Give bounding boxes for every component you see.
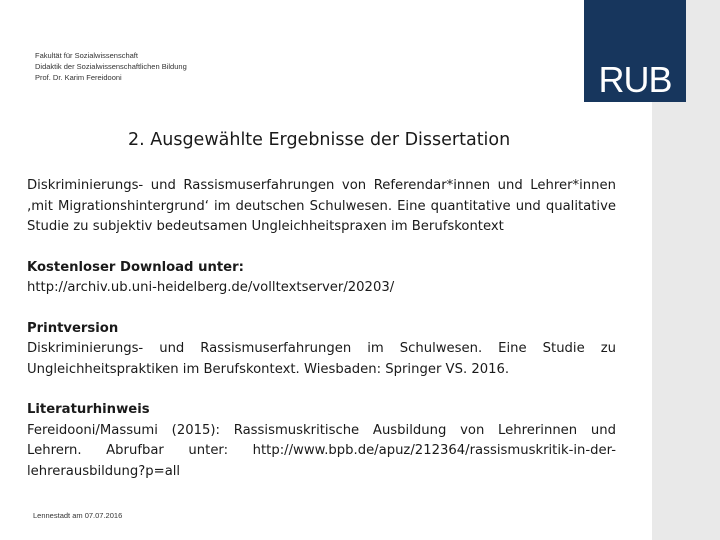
chair-line: Didaktik der Sozialwissenschaftlichen Bildung bbox=[35, 62, 187, 71]
slide-title: 2. Ausgewählte Ergebnisse der Dissertation bbox=[128, 130, 511, 150]
literature-text: Fereidooni/Massumi (2015): Rassismuskritische Ausbildung von Lehrerinnen und Lehrern. Abrufbar unter: http://www.bpb.de/apuz/212364/rassismuskritik-in-der-lehrerausbildung?p=all bbox=[27, 422, 616, 479]
download-link[interactable]: http://archiv.ub.uni-heidelberg.de/volltextserver/20203/ bbox=[27, 280, 395, 295]
dissertation-title-text: Diskriminierungs- und Rassismuserfahrungen von Referendar*innen und Lehrer*innen ‚mit Migrationshintergrund‘ im deutschen Schulwesen. Eine quantitative und qualitative Studie zu subjektiv bedeutsamen Ungleichheitspraxen im Berufskontext bbox=[27, 178, 616, 234]
print-heading: Printversion bbox=[27, 320, 119, 336]
footer-date: Lennestadt am 07.07.2016 bbox=[33, 511, 123, 520]
print-section bbox=[27, 319, 616, 381]
slide-body bbox=[27, 176, 616, 482]
faculty-line: Fakultät für Sozialwissenschaft bbox=[35, 51, 138, 60]
literature-heading: Literaturhinweis bbox=[27, 402, 150, 417]
download-section bbox=[27, 258, 616, 299]
professor-line: Prof. Dr. Karim Fereidooni bbox=[35, 73, 122, 82]
literature-section bbox=[27, 400, 616, 482]
print-text: Diskriminierungs- und Rassismuserfahrungen im Schulwesen. Eine Studie zu Ungleichheitspraktiken im Berufskontext. Wiesbaden: Springer VS. 2016. bbox=[27, 341, 616, 377]
rub-logo bbox=[584, 0, 686, 102]
logo-text: RUB bbox=[598, 59, 672, 100]
header-info bbox=[35, 50, 187, 83]
download-heading: Kostenloser Download unter: bbox=[27, 259, 244, 275]
